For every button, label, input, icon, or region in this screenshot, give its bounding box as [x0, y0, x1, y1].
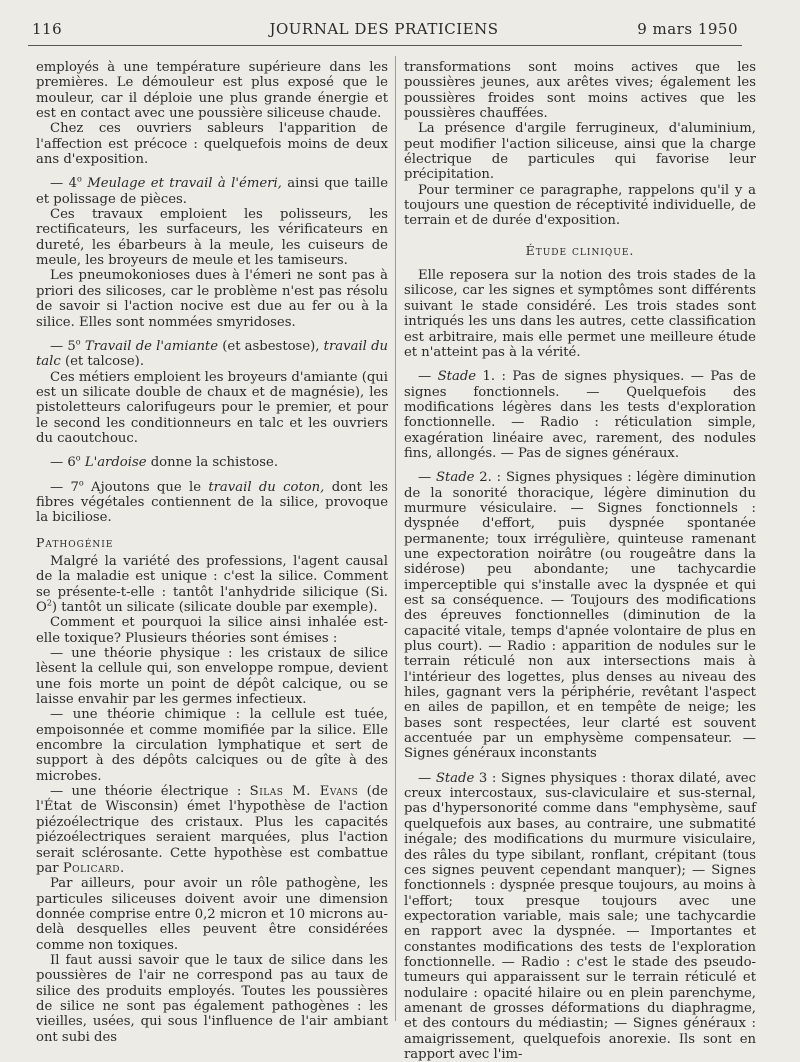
paragraph: Pour terminer ce paragraphe, rappelons qu'il y a toujours une question de réceptivité individuelle, de terrain et de durée d'exposition. — [404, 182, 756, 229]
right-column — [404, 60, 756, 1062]
paragraph: La présence d'argile ferrugineux, d'aluminium, peut modifier l'action siliceuse, ainsi que la charge électrique de particules qui favorise leur précipitation. — [404, 121, 756, 183]
issue-date: 9 mars 1950 — [637, 20, 738, 38]
paragraph: Il faut aussi savoir que le taux de silice dans les poussières de l'air ne correspond pas au taux de silice des produits employés. Toutes les poussières de silice ne sont pas également pathogènes : les vieilles, usées, qui sous l'influence de l'air ambiant ont subi des — [36, 952, 388, 1045]
paragraph: Chez ces ouvriers sableurs l'apparition de l'affection est précoce : quelquefois moins de deux ans d'exposition. — [36, 121, 388, 168]
paragraph: Par ailleurs, pour avoir un rôle pathogène, les particules siliceuses doivent avoir une dimension donnée comprise entre 0,2 micron et 10 microns au-delà desquelles elles peuvent être considérées comme non toxiques. — [36, 876, 388, 953]
page-number: 116 — [32, 20, 63, 38]
stage-3: — Stade 3 : Signes physiques : thorax dilaté, avec creux intercostaux, sus-claviculaire et sus-sternal, pas d'hypersonorité comme dans "emphysème, sauf quelquefois aux bases, au contraire, une submatité inégale; des modifications du murmure visiculaire, des râles du type sibilant, ronflant, crépitant (tous ces signes peuvent cependant manquer); — Signes fonctionnels : dyspnée presque toujours, au moins à l'effort; toux presque toujours avec une expectoration variable, mais sale; une tachycardie en rapport avec la dyspnée. — Importantes et constantes modifications des tests de l'exploration fonctionnelle. — Radio : c'est le stade des pseudo-tumeurs qui apparaissent sur le terrain réticulé et nodulaire : opacité hilaire ou en plein parenchyme, amenant de grosses déformations du diaphragme, et des contours du médiastin; — Signes généraux : amaigrissement, quelquefois anorexie. Ils sont en rapport avec l'im- — [404, 770, 756, 1062]
column-divider — [395, 56, 396, 1021]
left-column — [36, 60, 388, 1045]
section-heading-etude-clinique: Étude clinique. — [525, 242, 635, 258]
paragraph: transformations sont moins actives que les poussières jeunes, aux arêtes vives; également les poussières froides sont moins actives que les poussières chauffées. — [404, 60, 756, 122]
stage-2: — Stade 2. : Signes physiques : légère diminution de la sonorité thoracique, légère diminution du murmure vésiculaire. — Signes fonctionnels : dyspnée d'effort, puis dyspnée spontanée permanente; toux irrégulière, quinteuse ramenant une expectoration noirâtre (ou rougeâtre dans la sidérose) peu abondante; une tachycardie imperceptible qui s'installe avec la dyspnée et qui est sa conséquence. — Toujours des modifications des épreuves fonctionnelles (diminution de la capacité vitale, temps d'apnée volontaire de plus en plus court). — Radio : apparition de nodules sur le terrain réticulé non aux intersections mais à l'intérieur des logettes, plus denses au niveau des hiles, gagnant vers la périphérie, revêtant l'aspect en ailes de papillon, et en tempête de neige; les bases sont respectées, leur clarté est souvent accentuée par un emphysème compensateur. — Signes généraux inconstants — [404, 470, 756, 762]
paragraph: Ces métiers emploient les broyeurs d'amiante (qui est un silicate double de chaux et de magnésie), les pistoletteurs calorifugeurs pour le premier, et pour le second les conditionneurs en talc et les ouvriers du caoutchouc. — [36, 369, 388, 446]
list-item-6: — 6$^o$ L'ardoise donne la schistose. — [50, 453, 279, 471]
paragraph: — une théorie physique : les cristaux de silice lèsent la cellule qui, son enveloppe rompue, devient une fois morte un point de dépôt calcique, ou se laisse envahir par les germes infectieux. — [36, 646, 388, 708]
paragraph: Ces travaux emploient les polisseurs, les rectificateurs, les surfaceurs, les vérificateurs en dureté, les ébarbeurs à la meule, les cuiseurs de meule, les broyeurs de meule et les tamiseurs. — [36, 207, 388, 269]
paragraph: — une théorie électrique : Silas M. Evans (de l'État de Wisconsin) émet l'hypothèse de l'action piézoélectrique des cristaux. Plus les capacités piézoélectriques seraient marquées, plus l'action serait sclérosante. Cette hypothèse est combattue par Policard. — [36, 784, 388, 876]
paragraph: Les pneumokonioses dues à l'émeri ne sont pas à priori des silicoses, car le problème n'est pas résolu de savoir si l'action nocive est due au fer ou à la silice. Elles sont nommées smyridoses. — [36, 268, 388, 330]
list-item-7: — 7$^o$ Ajoutons que le travail du coton, dont les fibres végétales contiennent de la silice, provoque la biciliose. — [36, 478, 388, 526]
paragraph: Comment et pourquoi la silice ainsi inhalée est-elle toxique? Plusieurs théories sont émises : — [36, 615, 388, 646]
section-heading-pathogenie: Pathogénie — [36, 534, 114, 550]
running-header — [30, 18, 738, 42]
paragraph: Elle reposera sur la notion des trois stades de la silicose, car les signes et symptômes sont différents suivant le stade considéré. Les trois stades sont intriqués les uns dans les autres, cette classification est arbitraire, mais elle permet une meilleure étude et n'atteint pas à la vérité. — [404, 268, 756, 360]
list-item-5: — 5$^o$ Travail de l'amiante (et asbestose), travail du talc (et talcose). — [36, 337, 389, 370]
stage-1: — Stade 1. : Pas de signes physiques. — Pas de signes fonctionnels. — Quelquefois des modifications légères dans les tests d'exploration fonctionnelle. — Radio : réticulation simple, exagération linéaire avec, rarement, des nodules fins, allongés. — Pas de signes généraux. — [404, 369, 756, 461]
paragraph: — une théorie chimique : la cellule est tuée, empoisonnée et comme momifiée par la silice. Elle encombre la circulation lymphatique et sert de support à des dépôts calciques ou de gîte à des microbes. — [36, 707, 388, 784]
journal-title: JOURNAL DES PRATICIENS — [269, 20, 499, 38]
header-rule — [28, 45, 742, 46]
paragraph: employés à une température supérieure dans les premières. Le démouleur est plus exposé que le mouleur, car il déploie une plus grande énergie et est en contact avec une poussière siliceuse chaude. — [36, 60, 388, 122]
paragraph: Malgré la variété des professions, l'agent causal de la maladie est unique : c'est la silice. Comment se présente-t-elle : tantôt l'anhydride silicique (Si. $O^2$) tantôt un silicate (silicate double par exemple). — [36, 553, 388, 615]
list-item-4: — 4$^o$ Meulage et travail à l'émeri, ainsi que taille et polissage de pièces. — [36, 175, 388, 207]
